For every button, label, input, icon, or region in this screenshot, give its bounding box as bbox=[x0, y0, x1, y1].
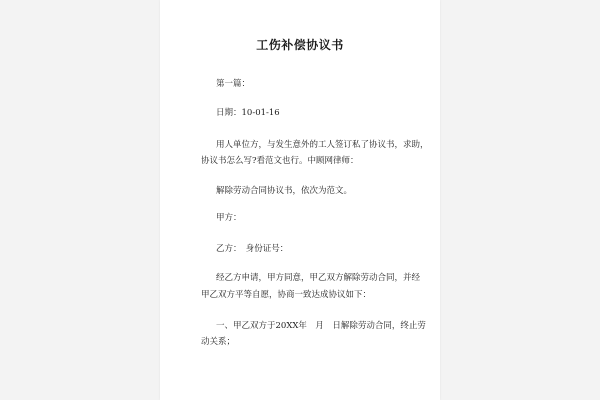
paragraph-line: 甲乙双方平等自愿，协商一致达成协议如下： bbox=[201, 290, 372, 300]
document-page bbox=[160, 0, 440, 400]
clause-line: 一、甲乙双方于20XX年 月 日解除劳动合同，终止劳 bbox=[216, 321, 426, 331]
section-heading: 第一篇： bbox=[216, 79, 251, 89]
paragraph-line: 协议书怎么写?看范文也行。中顾网律师： bbox=[201, 156, 359, 166]
party-b-line: 乙方： 身份证号： bbox=[216, 244, 289, 254]
document-title: 工伤补偿协议书 bbox=[256, 38, 344, 52]
paragraph-line: 经乙方申请，甲方同意，甲乙双方解除劳动合同，并经 bbox=[216, 273, 421, 283]
paragraph-line: 解除劳动合同协议书，依次为范文。 bbox=[216, 186, 353, 196]
clause-line: 动关系； bbox=[201, 337, 236, 347]
party-a-line: 甲方： bbox=[216, 213, 242, 223]
paragraph-line: 用人单位方，与发生意外的工人签订私了协议书，求助， bbox=[216, 140, 429, 150]
date-line: 日期：10-01-16 bbox=[216, 108, 280, 118]
